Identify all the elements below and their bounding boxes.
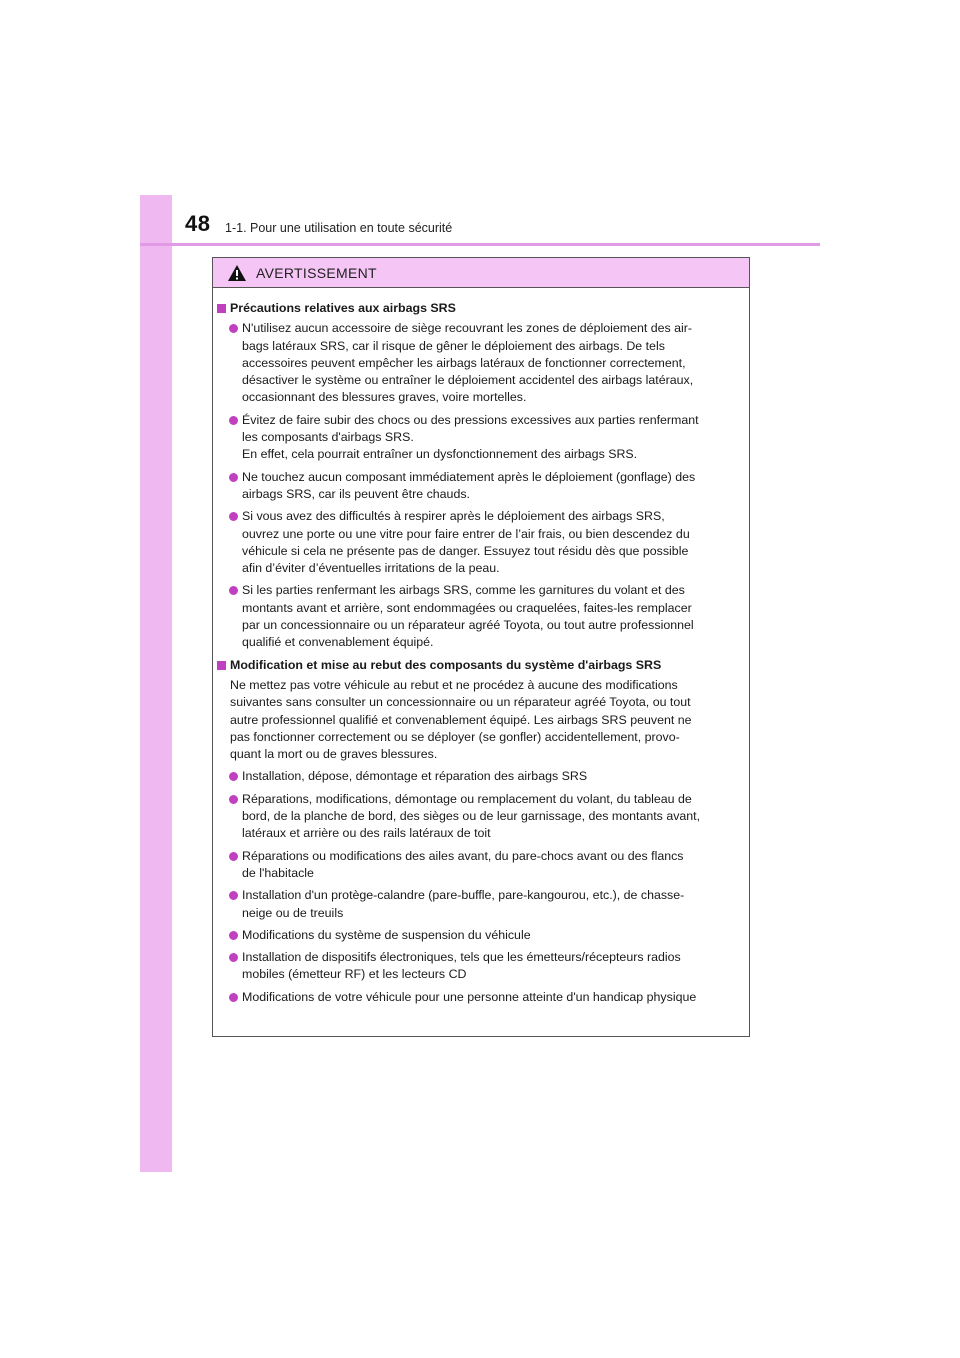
text-line: mobiles (émetteur RF) et les lecteurs CD — [242, 967, 467, 982]
warning-header — [213, 258, 749, 288]
text-line: montants avant et arrière, sont endommagées ou craquelées, faites-les remplacer — [242, 600, 692, 615]
text-line: quant la mort ou de graves blessures. — [230, 747, 438, 762]
round-bullet-icon — [229, 324, 238, 333]
round-bullet-icon — [229, 416, 238, 425]
text-line: Ne touchez aucun composant immédiatement après le déploiement (gonflage) des — [242, 469, 696, 484]
list-item-text — [242, 582, 743, 651]
text-line: En effet, cela pourrait entraîner un dysfonctionnement des airbags SRS. — [242, 447, 638, 462]
round-bullet-icon — [229, 852, 238, 861]
warning-body — [213, 288, 749, 1006]
section-title-srs-modification — [217, 657, 743, 674]
text-line: de l'habitacle — [242, 865, 314, 880]
text-line: bags latéraux SRS, car il risque de gêner le déploiement des airbags. De tels — [242, 338, 665, 353]
list-item-text — [242, 412, 743, 464]
section1-list — [217, 320, 743, 651]
list-item-text — [242, 791, 743, 843]
chapter-title: 1-1. Pour une utilisation en toute sécurité — [225, 221, 453, 235]
text-line: autre professionnel qualifié et convenablement équipé. Les airbags SRS peuvent ne — [230, 712, 692, 727]
text-line: Installation, dépose, démontage et réparation des airbags SRS — [242, 769, 588, 784]
list-item — [229, 469, 743, 504]
list-item-text — [242, 989, 743, 1006]
text-line: Modifications de votre véhicule pour une personne atteinte d'un handicap physique — [242, 989, 697, 1004]
section-title-text: Modification et mise au rebut des composants du système d'airbags SRS — [230, 657, 662, 672]
list-item — [229, 887, 743, 922]
list-item-text — [242, 469, 743, 504]
list-item — [229, 508, 743, 577]
warning-box — [212, 257, 750, 1037]
text-line: ouvrez une porte ou une vitre pour faire entrer de l’air frais, ou bien descendez du — [242, 526, 690, 541]
list-item — [229, 320, 743, 406]
text-line: Si vous avez des difficultés à respirer après le déploiement des airbags SRS, — [242, 509, 665, 524]
round-bullet-icon — [229, 772, 238, 781]
square-bullet-icon — [217, 304, 226, 313]
text-line: latéraux et arrière ou des rails latéraux de toit — [242, 826, 491, 841]
text-line: afin d’éviter d’éventuelles irritations de la peau. — [242, 561, 500, 576]
round-bullet-icon — [229, 795, 238, 804]
round-bullet-icon — [229, 891, 238, 900]
text-line: véhicule si cela ne présente pas de danger. Essuyez tout résidu dès que possible — [242, 543, 689, 558]
list-item — [229, 768, 743, 785]
list-item — [229, 949, 743, 984]
text-line: Évitez de faire subir des chocs ou des pressions excessives aux parties renfermant — [242, 412, 699, 427]
text-line: pas fonctionner correctement ou se déployer (se gonfler) accidentellement, provo- — [230, 729, 680, 744]
text-line: occasionnant des blessures graves, voire mortelles. — [242, 390, 527, 405]
list-item — [229, 848, 743, 883]
warning-triangle-icon — [227, 264, 247, 282]
round-bullet-icon — [229, 586, 238, 595]
list-item — [229, 582, 743, 651]
list-item — [229, 791, 743, 843]
round-bullet-icon — [229, 953, 238, 962]
warning-title: AVERTISSEMENT — [256, 264, 377, 281]
list-item — [229, 989, 743, 1006]
section-title-srs-precautions — [217, 300, 743, 317]
text-line: accessoires peuvent empêcher les airbags latéraux de fonctionner correctement, — [242, 355, 686, 370]
text-line: airbags SRS, car ils peuvent être chauds. — [242, 486, 470, 501]
text-line: suivantes sans consulter un concessionnaire ou un réparateur agréé Toyota, ou tout — [230, 695, 691, 710]
text-line: N'utilisez aucun accessoire de siège recouvrant les zones de déploiement des air- — [242, 321, 693, 336]
section2-list — [217, 768, 743, 1006]
list-item — [229, 412, 743, 464]
list-item-text — [242, 768, 743, 785]
list-item — [229, 927, 743, 944]
list-item-text — [242, 848, 743, 883]
text-line: Réparations, modifications, démontage ou remplacement du volant, du tableau de — [242, 791, 692, 806]
page-number: 48 — [185, 211, 211, 236]
square-bullet-icon — [217, 661, 226, 670]
header-rule — [140, 243, 820, 246]
text-line: qualifié et convenablement équipé. — [242, 635, 434, 650]
round-bullet-icon — [229, 473, 238, 482]
text-line: Installation de dispositifs électroniques, tels que les émetteurs/récepteurs radios — [242, 950, 681, 965]
list-item-text — [242, 887, 743, 922]
text-line: Réparations ou modifications des ailes avant, du pare-chocs avant ou des flancs — [242, 848, 684, 863]
text-line: par un concessionnaire ou un réparateur agréé Toyota, ou tout autre professionnel — [242, 618, 694, 633]
text-line: désactiver le système ou entraîner le déploiement accidentel des airbags latéraux, — [242, 373, 694, 388]
section2-intro-paragraph — [230, 677, 735, 763]
text-line: neige ou de treuils — [242, 905, 344, 920]
text-line: Si les parties renfermant les airbags SRS, comme les garnitures du volant et des — [242, 583, 685, 598]
text-line: Modifications du système de suspension du véhicule — [242, 927, 531, 942]
list-item-text — [242, 927, 743, 944]
text-line: les composants d'airbags SRS. — [242, 430, 414, 445]
side-tab-band — [140, 195, 172, 1172]
round-bullet-icon — [229, 512, 238, 521]
text-line: bord, de la planche de bord, des sièges ou de leur garnissage, des montants avant, — [242, 809, 701, 824]
round-bullet-icon — [229, 931, 238, 940]
round-bullet-icon — [229, 993, 238, 1002]
list-item-text — [242, 508, 743, 577]
text-line: Installation d'un protège-calandre (pare-buffle, pare-kangourou, etc.), de chasse- — [242, 888, 685, 903]
list-item-text — [242, 320, 743, 406]
list-item-text — [242, 949, 743, 984]
text-line: Ne mettez pas votre véhicule au rebut et ne procédez à aucune des modifications — [230, 677, 678, 692]
section-title-text: Précautions relatives aux airbags SRS — [230, 301, 456, 315]
